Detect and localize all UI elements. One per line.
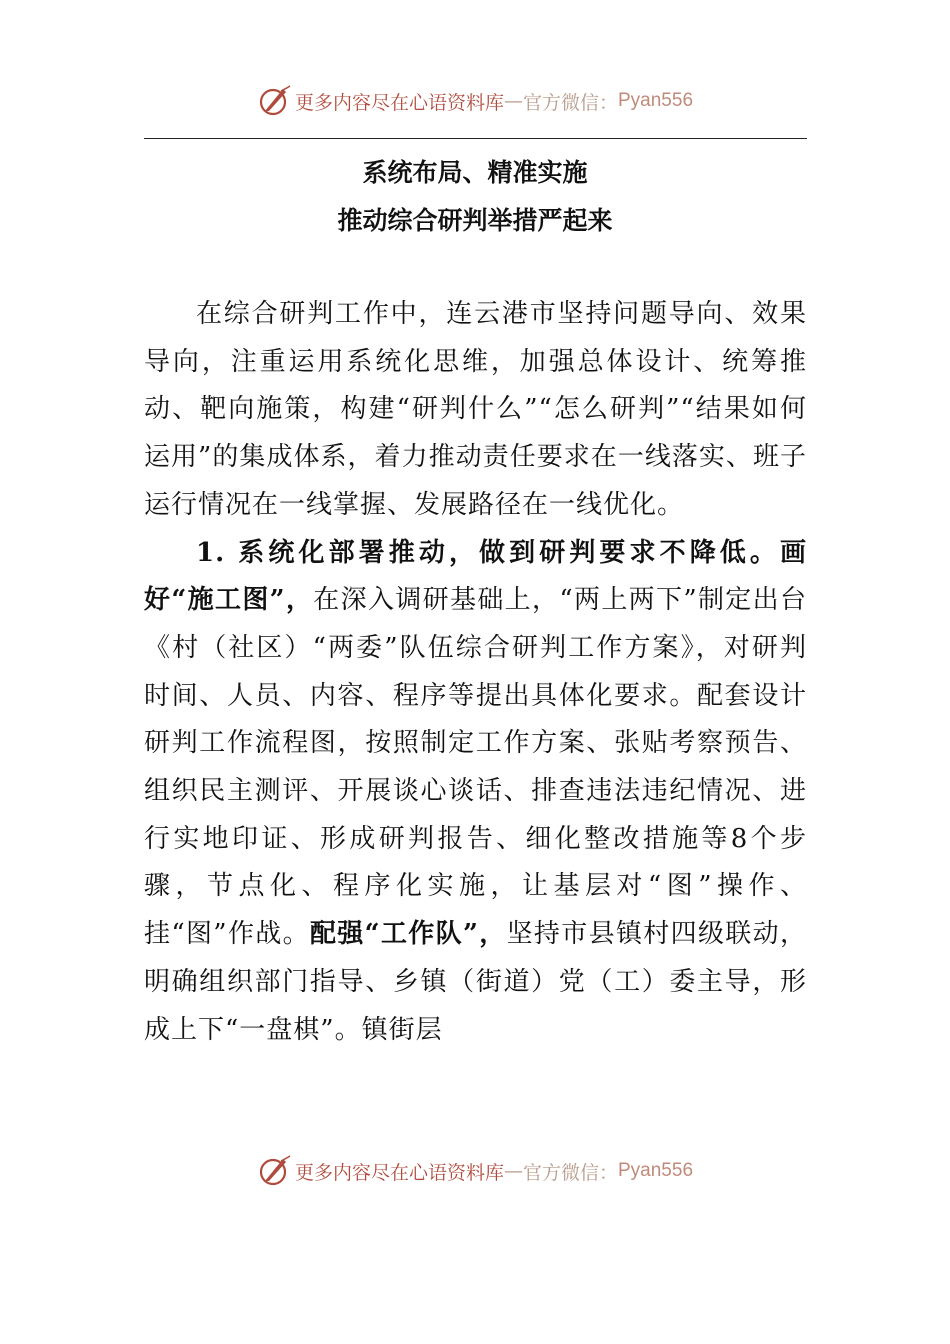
watermark-dash: — [503,1160,523,1182]
watermark-wechat-label: 官方微信： [522,91,618,114]
section-1-heading: 1. 系统化部署推动，做到研判要求不降低。 [196,537,780,568]
section-1-lead-2: 配强“工作队”， [309,919,507,950]
title-line-1: 系统布局、精准实施 [362,158,588,187]
quill-logo-icon [257,84,291,118]
title-line-2: 推动综合研判举措严起来 [337,206,613,235]
document-body [144,291,807,1054]
watermark-brand-text: 更多内容尽在心语资料库 [294,91,504,114]
section-1-text-1: 在深入调研基础上，“两上两下”制定出台《村（社区）“两委”队伍综合研判工作方案》，对研判时间、人员、内容、程序等提出具体化要求。配套设计研判工作流程图，按照制定工作方案、张贴考察预告、组织民主测评、开展谈心谈话、排查违法违纪情况、进行实地印证、形成研判报告、细化整改措施等8个步骤，节点化、程序化实施，让基层对“图”操作、挂“图”作战。 [144,585,807,950]
watermark-brand-text: 更多内容尽在心语资料库 [294,1161,504,1184]
footer-watermark [0,1154,950,1188]
watermark-wechat-label: 官方微信： [522,1161,618,1184]
section-1-text-2: 坚持市县镇村四级联动，明确组织部门指导、乡镇（街道）党（工）委主导，形成上下“一盘棋”。镇街层 [144,919,807,1045]
quill-logo-icon [257,1154,291,1188]
section-1-paragraph [144,530,807,1055]
header-rule [144,138,807,139]
header-watermark [0,84,950,118]
watermark-dash: — [503,90,523,112]
watermark-wechat-id: Pyan556 [618,1160,694,1181]
watermark-wechat-id: Pyan556 [618,90,694,111]
intro-paragraph: 在综合研判工作中，连云港市坚持问题导向、效果导向，注重运用系统化思维，加强总体设计、统筹推动、靶向施策，构建“研判什么”“怎么研判”“结果如何运用”的集成体系，着力推动责任要求在一线落实、班子运行情况在一线掌握、发展路径在一线优化。 [144,299,807,520]
section-1-lead-1: 画好“施工图”， [144,537,807,616]
